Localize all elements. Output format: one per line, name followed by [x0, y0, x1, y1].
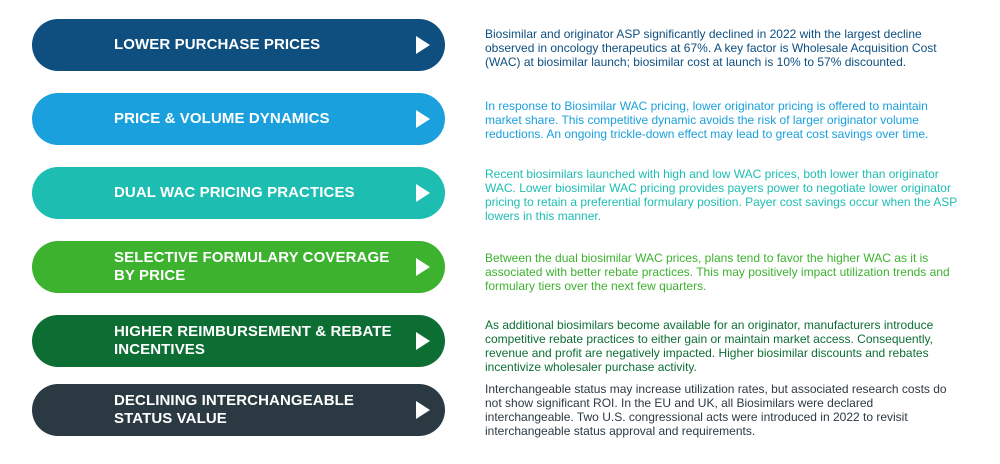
factor-title: LOWER PURCHASE PRICES — [114, 36, 321, 53]
factor-pill-button[interactable] — [32, 93, 445, 145]
factor-title: SELECTIVE FORMULARY COVERAGE BY PRICE — [114, 249, 390, 284]
factor-pill-button[interactable] — [32, 19, 445, 71]
factor-pill-button[interactable] — [32, 167, 445, 219]
factor-description: In response to Biosimilar WAC pricing, lower originator pricing is offered to maintain market share. This competitive dynamic avoids the risk of larger originator volume reductions. An ongoing trickle-down effect may lead to great cost savings over time. — [485, 99, 929, 141]
chevron-right-icon — [415, 183, 431, 203]
factor-title: DECLINING INTERCHANGEABLE STATUS VALUE — [114, 392, 355, 427]
factor-description: Recent biosimilars launched with high and low WAC prices, both lower than originator WAC. Lower biosimilar WAC pricing provides payers power to negotiate lower originator pricing to retain a preferential formulary position. Payer cost savings occur when the ASP lowers in this manner. — [485, 167, 958, 223]
factor-pill-button[interactable] — [32, 315, 445, 367]
factor-description: As additional biosimilars become available for an originator, manufacturers introduce competitive rebate practices to either gain or maintain market access. Consequently, revenue and profit are negatively impacted. Higher biosimilar discounts and rebates incentivize wholesaler purchase activity. — [485, 318, 934, 374]
factor-pill-button[interactable] — [32, 241, 445, 293]
chevron-right-icon — [415, 331, 431, 351]
factor-description: Between the dual biosimilar WAC prices, plans tend to favor the higher WAC as it is associated with better rebate practices. This may positively impact utilization trends and formulary tiers over the next few quarters. — [485, 251, 950, 293]
factor-description: Biosimilar and originator ASP significantly declined in 2022 with the largest decline observed in oncology therapeutics at 67%. A key factor is Wholesale Acquisition Cost (WAC) at biosimilar launch; biosimilar cost at launch is 10% to 57% discounted. — [485, 27, 937, 69]
chevron-right-icon — [415, 400, 431, 420]
factor-description: Interchangeable status may increase utilization rates, but associated research costs do not show significant ROI. In the EU and UK, all Biosimilars were declared interchangeable. Two U.S. congressional acts were introduced in 2022 to revisit interchangeable status approval and requirements. — [485, 382, 947, 438]
chevron-right-icon — [415, 257, 431, 277]
chevron-right-icon — [415, 109, 431, 129]
factor-pill-button[interactable] — [32, 384, 445, 436]
factor-title: PRICE & VOLUME DYNAMICS — [114, 110, 330, 127]
chevron-right-icon — [415, 35, 431, 55]
factor-title: DUAL WAC PRICING PRACTICES — [114, 184, 355, 201]
factor-title: HIGHER REIMBURSEMENT & REBATE INCENTIVES — [114, 323, 392, 358]
